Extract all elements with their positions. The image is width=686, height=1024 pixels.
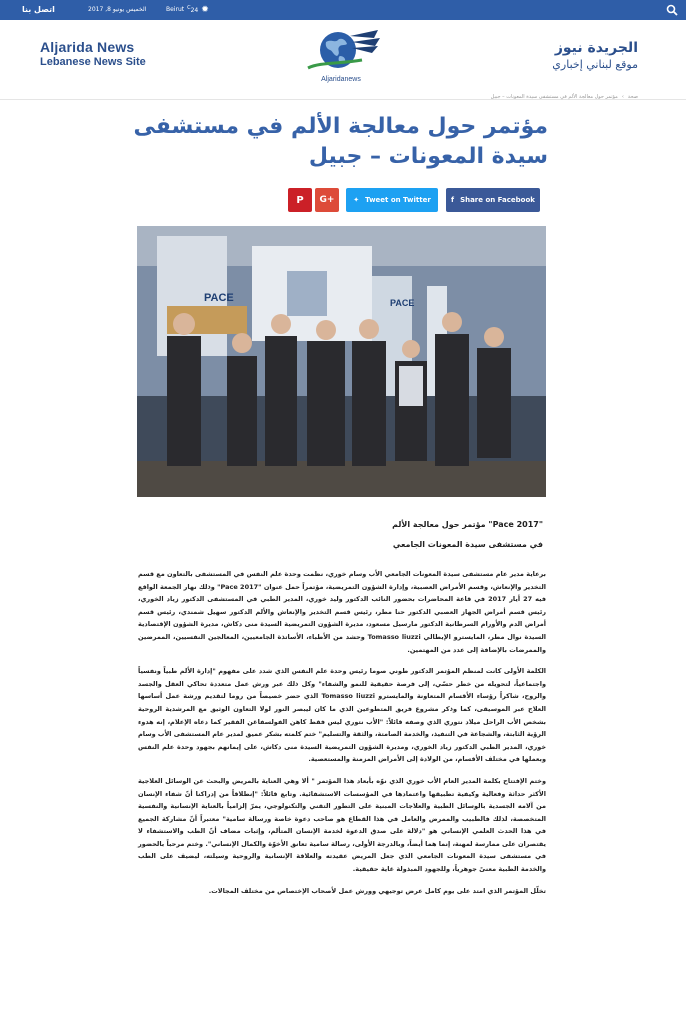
share-googleplus-button[interactable] <box>315 188 339 212</box>
site-tagline-ar: موقع لبناني إخباري <box>552 58 638 71</box>
article-paragraph: وختم الإفتتاح بكلمة المدير العام الأب خوري الذي نوّه بأبعاد هذا المؤتمر " ألا وهي العناية بالمريض والبحث عن الوسائل العلاجية الأكثر حداثة وفعالية وكيفية تطبيقها واعتمادها في المؤسسات الاستشفائية. وتابع قائلاً: "إنطلاقاً من إدراكنا أنّ شفاء الإنسان من آلامه الجسدية بالوسائل الطبية والعلاجات المبنية على التطور التقني والتكنولوجي، يمرّ إلزامياً بالعناية الإنسانية والنفسية المتخصصة، لذلك فالطبيب والممرض والعامل في هذا القطاع هو صاحب دعوة خاصة ورسالة سامية" معتبراً أنّ مشاركة الجميع في هذا الحدث العلمي الإنساني هو "دلالة على صدق الدعوة لخدمة الإنسان المتألم، وإثبات مضاف أنّ الطب والاستشفاء لا يقتصران على ممارسة لمهنة، إنما هما أيضاً، وبالدرجة الأولى، رسالة سامية تعانق الأخوّة والكمال الإنساني". وختم مرحباً بالحضور في مستشفى سيدة المعونات الجامعي الذي جعل المريض عقيدته والعلاقة الإنسانية والروحية وسيلته، ليضيف على الطب والخدمة الطبية معنىً جوهرياً، وللجهود المبذولة غاية حقيقية. <box>138 776 546 874</box>
article-body <box>138 568 546 906</box>
site-name-en: Aljarida News <box>40 39 135 55</box>
photo-banner-text: PACE <box>204 292 234 304</box>
site-header <box>0 20 686 100</box>
brand-english[interactable] <box>40 39 146 68</box>
breadcrumb <box>491 94 638 100</box>
article-photo <box>137 226 546 497</box>
caption-line-1: "Pace 2017" مؤتمر حول معالجة الألم <box>392 520 543 529</box>
logo-caption: Aljaridanews <box>321 76 361 83</box>
article-paragraph: برعاية مدير عام مستشفى سيدة المعونات الجامعي الأب وسام خوري، نظمت وحدة علم النفس في المستشفى بالتعاون مع قسم التخدير والإنعاش، وقسم الأمراض العصبية، وإدارة الشؤون التمريضية، مؤتمراً حمل عنوان "Pace 2017" وذلك نهار الجمعة الواقع فيه 27 أيار 2017 في قاعة المحاضرات بحضور النائب الدكتور وليد خوري، المدير الطبي في المستشفى الدكتور زياد الخوري، رئيس قسم أمراض الجهاز العصبي الدكتور حنا مطر، رئيس قسم التخدير والإنعاش والألم الدكتور سهيل شمندي، رئيس قسم أمراض الدم والأورام السرطانية الدكتور مارسيل مسعود، مديرة الشؤون التمريضية السيدة منى دكاش، مديرة الشؤون الإقتصادية السيدة نوال مطر، المايسترو الإيطالي Tomasso liuzzi وحشد من الأطباء، الأساتذة الجامعيين، المعالجين النفسيين، الممرضين والممرضات بالإضافة إلى عدد من المهتمين. <box>138 570 546 654</box>
caption-line-2: في مستشفى سيدة المعونات الجامعي <box>392 540 543 549</box>
article-paragraph: تخلّل المؤتمر الذي امتد على يوم كامل عرض توجيهي وورش عمل لأصحاب الإختصاص من مختلف المجالات. <box>208 886 546 895</box>
site-name-ar: الجريدة نيوز <box>554 40 638 56</box>
breadcrumb-separator: › <box>621 94 624 100</box>
weather-temp: $^C$24 <box>187 5 199 14</box>
search-icon[interactable] <box>666 4 678 16</box>
weather-widget <box>166 5 209 14</box>
svg-text:PACE: PACE <box>390 298 415 308</box>
article-title: مؤتمر حول معالجة الألم في مستشفى سيدة المعونات – جبيل <box>133 114 548 169</box>
site-tagline-en: Lebanese News Site <box>40 56 146 68</box>
top-bar <box>0 0 686 20</box>
googleplus-icon: G+ <box>319 195 335 205</box>
sun-icon: ✹ <box>201 4 209 15</box>
facebook-icon: f <box>451 196 455 204</box>
globe-logo-icon <box>300 26 382 76</box>
site-logo[interactable] <box>300 26 382 88</box>
share-facebook-button[interactable]: f Share on Facebook <box>446 188 540 212</box>
contact-link[interactable]: اتصل بنا <box>22 5 55 14</box>
article-paragraph: الكلمة الأولى كانت لمنظم المؤتمر الدكتور طوني صوما رئيس وحدة علم النفس الذي شدد على مفهوم "إدارة الألم طبياً ونفسياً واجتماعياً، لتحويله من خطر حسّي، إلى فرصة حقيقية للنمو والشفاء" وكل ذلك عبر ورش عمل متعددة تحاكي العقل والجسد والروح، شاكراً رؤساء الأقسام المتعاونة والمايسترو Tomasso liuzzi الذي حضر خصيصاً من روما لتقديم ورشة عمل أساسها العلاج عبر الموسيقى، كما وذكر مشروع فريق المتطوعين الذي ما كان ليبصر النور لولا التعاون الوثيق مع المرشدية الروحية بشخص الأب الراحل ميلاد نتوري الذي وصفه قائلاً: "الأب نتوري ليس فقط كاهن الفولسفاغن الفقير كما دعاه الإعلام، إنه هدوء الرؤية الثابتة، والشجاعة في التنفيذ، والخدمة الصامتة، والثقة والتسليم" ختم كلمته بشكر عميق لمدير عام المستشفى الأب وسام خوري، المدير الطبي الدكتور زياد الخوري، ومديرة الشؤون التمريضية السيدة منى دكاش، على إيمانهم بجهود وحدة علم النفس وبعملها في مختلف الأقسام، من الولادة إلى الأمراض المزمنة والمستعصية. <box>138 667 546 764</box>
share-twitter-button[interactable]: ✦ Tweet on Twitter <box>346 188 438 212</box>
brand-arabic[interactable] <box>552 40 638 71</box>
breadcrumb-category[interactable]: صحة <box>627 94 638 100</box>
current-date: الخميس يونيو 8, 2017 <box>88 6 147 13</box>
conference-group-photo <box>137 226 546 497</box>
pinterest-icon: P <box>296 194 304 206</box>
twitter-icon: ✦ <box>353 196 360 204</box>
breadcrumb-current: مؤتمر حول معالجة الألم في مستشفى سيدة المعونات – جبيل <box>490 94 618 100</box>
share-pinterest-button[interactable] <box>288 188 312 212</box>
weather-city: Beirut <box>166 6 185 13</box>
photo-caption <box>392 515 543 555</box>
